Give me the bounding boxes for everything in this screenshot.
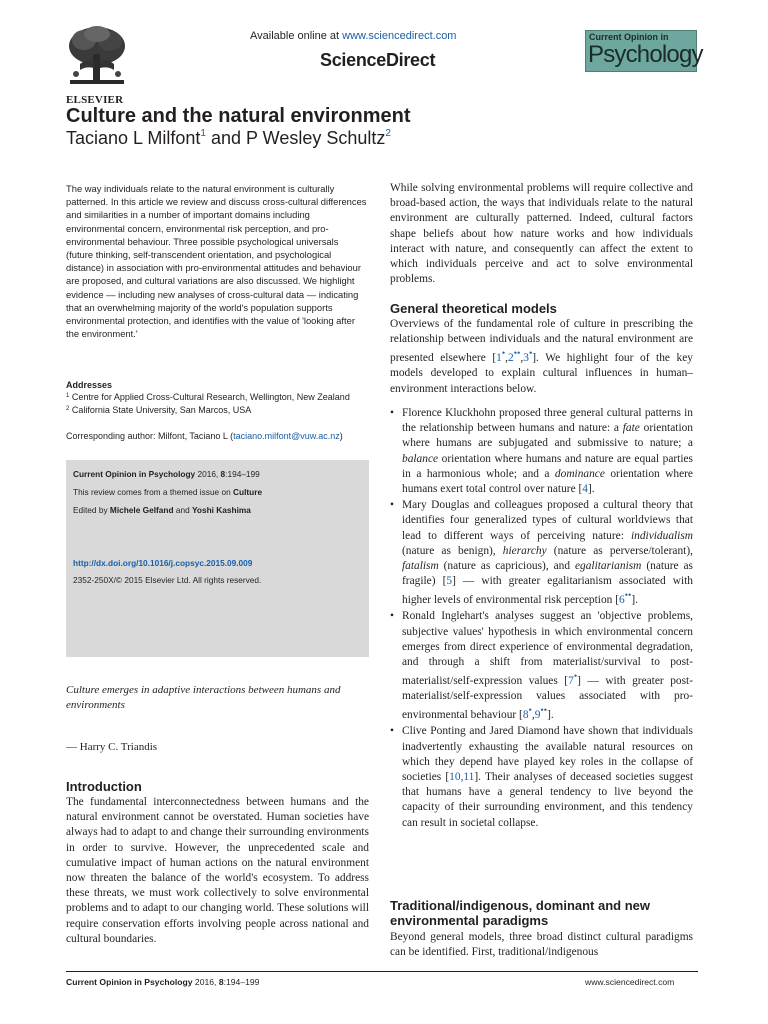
sciencedirect-wordmark: ScienceDirect [320, 50, 436, 70]
ref-link[interactable]: 9 [534, 709, 541, 722]
bullet-icon: • [390, 610, 394, 623]
list-item: • Ronald Inglehart's analyses suggest an 'objective problems, subjective values' hypothesis in which environmental concern emerges from direct experience of environmental degradation, and through a shift from materialist/survival to post-materialist/self-expression values [7•] — with greater post-materialist/self-expression values associated with pro-environmental behaviour [8•,9••]. [390, 610, 693, 722]
publisher-name: ELSEVIER [66, 94, 124, 106]
corresponding-author: Corresponding author: Milfont, Taciano L (taciano.milfont@vuw.ac.nz) [66, 431, 343, 441]
doi-line [73, 558, 252, 568]
article-title: Culture and the natural environment [66, 105, 411, 127]
ref-link[interactable]: 5 [446, 575, 453, 588]
list-item: • Clive Ponting and Jared Diamond have shown that individuals inadvertently exhausting the available natural resources on which they depend have played key roles in the collapse of societies [10,11]. Their analyses of deceased societies suggest that humans have a general tendency to live beyond the capacity of their surrounding environment, and this tendency can result in societal collapse. [390, 725, 693, 829]
copyright-line: 2352-250X/© 2015 Elsevier Ltd. All rights reserved. [73, 575, 262, 585]
elsevier-logo [66, 24, 128, 106]
ref-link[interactable]: 4 [582, 483, 588, 496]
ref-link[interactable]: 7 [568, 675, 574, 688]
introduction-text: The fundamental interconnectedness between humans and the natural environment cannot be overstated. Human societies have always had to adapt to and change their surrounding environments in order to survive. However, the unprecedented scale and cumulative impact of human actions on the natural environment now threaten the balance of the world's ecosystem. To address these threats, we must work collectively to solve environmental problems and to adapt to our changing world. These solutions will require conservation efforts involving people across national and cultural boundaries. [66, 796, 369, 945]
ref-link[interactable]: 3 [523, 352, 529, 365]
bullet-icon: • [390, 725, 394, 738]
doi-link[interactable]: http://dx.doi.org/10.1016/j.copsyc.2015.09.009 [73, 558, 253, 568]
article-info-box [66, 460, 369, 657]
author-email-link[interactable]: taciano.milfont@vuw.ac.nz [233, 431, 340, 441]
models-list [390, 406, 693, 832]
bullet-icon: • [390, 407, 394, 419]
copyright-icon: © [115, 575, 123, 585]
theme-line: This review comes from a themed issue on Culture [73, 487, 263, 497]
intro-continuation: While solving environmental problems will require collective and broad-based action, the ways that individuals relate to the natural environment are culturally patterned. Indeed, cultural factors shape beliefs about how nature works and how individuals interact with nature, and consequently can affect the extent to which individuals perceive and act to solve environmental problems. [390, 182, 693, 286]
journal-cover-badge [585, 30, 703, 72]
address-2: $^2$ California State University, San Marcos, USA [66, 405, 252, 415]
paradigms-text: Beyond general models, three broad distinct cultural paradigms can be identified. First, traditional/indigenous [390, 931, 693, 959]
ref-link[interactable]: 10,11 [449, 771, 475, 784]
ref-link[interactable]: 2 [508, 352, 514, 365]
elsevier-tree-icon [66, 24, 128, 90]
general-models-text: Overviews of the fundamental role of culture in prescribing the relationship between individuals and the natural environment are presented elsewhere [1•,2••,3•]. We highlight four of the key models developed to explain cultural influences in human–environment interactions below. [390, 318, 693, 395]
list-item: • Florence Kluckhohn proposed three general cultural patterns in the relationship between humans and nature: a fate orientation where humans are subjugated and submissive to nature; a balance orientation where humans and nature are equal parties in a harmonious whole; and a dominance orientation where humans exert total control over nature [4]. [390, 407, 693, 496]
ref-link[interactable]: 1 [496, 352, 502, 365]
available-online: Available online at www.sciencedirect.com [250, 30, 457, 42]
journal-title-top: Current Opinion in [589, 32, 669, 42]
footer-site: www.sciencedirect.com [585, 977, 675, 987]
ref-link[interactable]: 8 [522, 709, 529, 722]
abstract: The way individuals relate to the natural environment is culturally patterned. In this article we review and discuss cross-cultural differences and similarities in a number of important domains including environmental concern, environmental risk perception, and pro-environmental behaviour. Three possible psychological universals (future thinking, self-transcendent orientation, and psychological distance) in association with pro-environmental attitudes and behaviour are proposed, and cultural variations are also discussed. We highlight evidence — including new analyses of cross-cultural data — indicating that an overwhelming majority of the world's population supports environmental protection, and identifies with the value of 'looking after the environment.' [66, 183, 367, 340]
introduction-heading: Introduction [66, 779, 142, 794]
affiliation-marker[interactable]: 2 [385, 128, 391, 139]
journal-title-main: Psychology [588, 41, 703, 68]
list-item: • Mary Douglas and colleagues proposed a cultural theory that identifies four generalized types of cultural worldviews that lead to different ways of perceiving nature: individualism (nature as benign), hierarchy (nature as perverse/tolerant), fatalism (nature as capricious), and egalitarianism (nature as fragile) [5] — with greater egalitarianism associated with higher levels of environmental risk perception [6••]. [390, 499, 693, 607]
footer-citation: Current Opinion in Psychology 2016, 8:194–199 [66, 977, 260, 987]
editors-line: Edited by Michele Gelfand and Yoshi Kashima [73, 505, 251, 515]
general-models-heading: General theoretical models [390, 301, 557, 316]
paradigms-heading: Traditional/indigenous, dominant and new environmental paradigms [390, 898, 651, 928]
affiliation-marker[interactable]: 1 [200, 128, 206, 139]
sciencedirect-link[interactable]: www.sciencedirect.com [342, 30, 457, 42]
epigraph-quote: Culture emerges in adaptive interactions between humans and environments [66, 684, 341, 711]
article-authors: Taciano L Milfont$^1$ and P Wesley Schultz$^2$ [66, 128, 391, 148]
addresses-heading: Addresses [66, 380, 113, 390]
bullet-icon: • [390, 499, 394, 512]
epigraph-author: — Harry C. Triandis [66, 741, 158, 753]
ref-link[interactable]: 6 [618, 594, 625, 607]
citation-line: Current Opinion in Psychology 2016, 8:194–199 [73, 469, 260, 479]
address-1: $^1$ Centre for Applied Cross-Cultural Research, Wellington, New Zealand [66, 392, 350, 402]
footer-rule [66, 971, 698, 972]
